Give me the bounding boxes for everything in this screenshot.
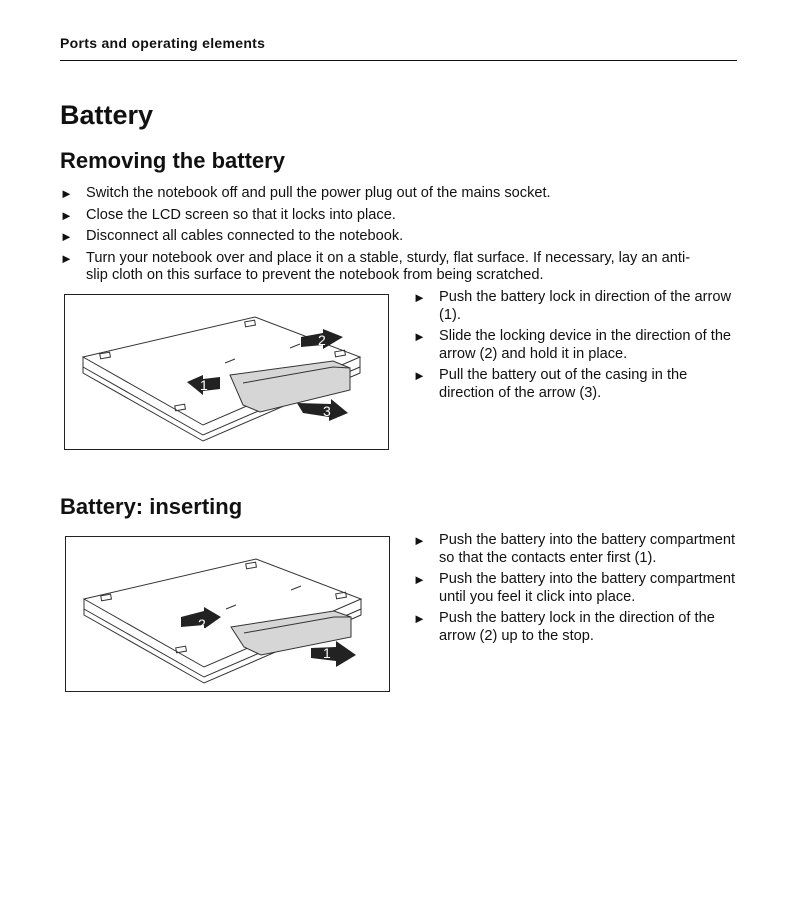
list-item: ► Push the battery into the battery compartment so that the contacts enter first (1). xyxy=(413,532,736,566)
header-rule xyxy=(60,60,737,61)
list-item: ► Slide the locking device in the direction of the arrow (2) and hold it in place. xyxy=(413,328,732,362)
removing-figure-steps xyxy=(413,289,743,406)
bullet-arrow-icon: ► xyxy=(413,533,426,548)
arrow-label-2: 2 xyxy=(198,616,206,632)
arrow-label-1: 1 xyxy=(200,377,208,393)
arrow-label-3: 3 xyxy=(323,403,331,419)
removing-steps-list xyxy=(60,185,710,289)
list-item: ► Push the battery into the battery compartment until you feel it click into place. xyxy=(413,571,736,605)
removing-battery-illustration xyxy=(64,294,389,450)
notebook-underside-diagram xyxy=(65,295,388,449)
list-item: ► Pull the battery out of the casing in the direction of the arrow (3). xyxy=(413,367,688,401)
inserting-figure-steps xyxy=(413,532,743,649)
bullet-arrow-icon: ► xyxy=(60,250,73,266)
list-item: ► Switch the notebook off and pull the power plug out of the mains socket. xyxy=(60,185,551,201)
running-header: Ports and operating elements xyxy=(60,35,266,51)
inserting-title: Battery: inserting xyxy=(60,494,243,519)
inserting-battery-illustration xyxy=(65,536,390,692)
notebook-underside-diagram xyxy=(66,537,389,691)
arrow-label-2: 2 xyxy=(318,332,326,348)
list-item: ► Close the LCD screen so that it locks into place. xyxy=(60,206,396,223)
bullet-arrow-icon: ► xyxy=(413,368,426,383)
list-item: ► Turn your notebook over and place it on a stable, sturdy, flat surface. If necessary, lay an anti-slip cloth on this surface to prevent the notebook from being scratched. xyxy=(60,249,691,283)
list-item: ► Push the battery lock in the direction of the arrow (2) up to the stop. xyxy=(413,610,715,644)
removing-title: Removing the battery xyxy=(60,148,285,173)
list-item: ► Push the battery lock in direction of the arrow (1). xyxy=(413,289,732,323)
section-title: Battery xyxy=(60,100,154,130)
bullet-arrow-icon: ► xyxy=(60,186,73,201)
list-item: ► Disconnect all cables connected to the notebook. xyxy=(60,228,404,244)
arrow-label-1: 1 xyxy=(323,645,331,661)
bullet-arrow-icon: ► xyxy=(60,229,73,244)
arrow-1 xyxy=(311,641,356,667)
bullet-arrow-icon: ► xyxy=(60,207,73,223)
bullet-arrow-icon: ► xyxy=(413,572,426,587)
bullet-arrow-icon: ► xyxy=(413,290,426,305)
bullet-arrow-icon: ► xyxy=(413,329,426,344)
bullet-arrow-icon: ► xyxy=(413,611,426,626)
